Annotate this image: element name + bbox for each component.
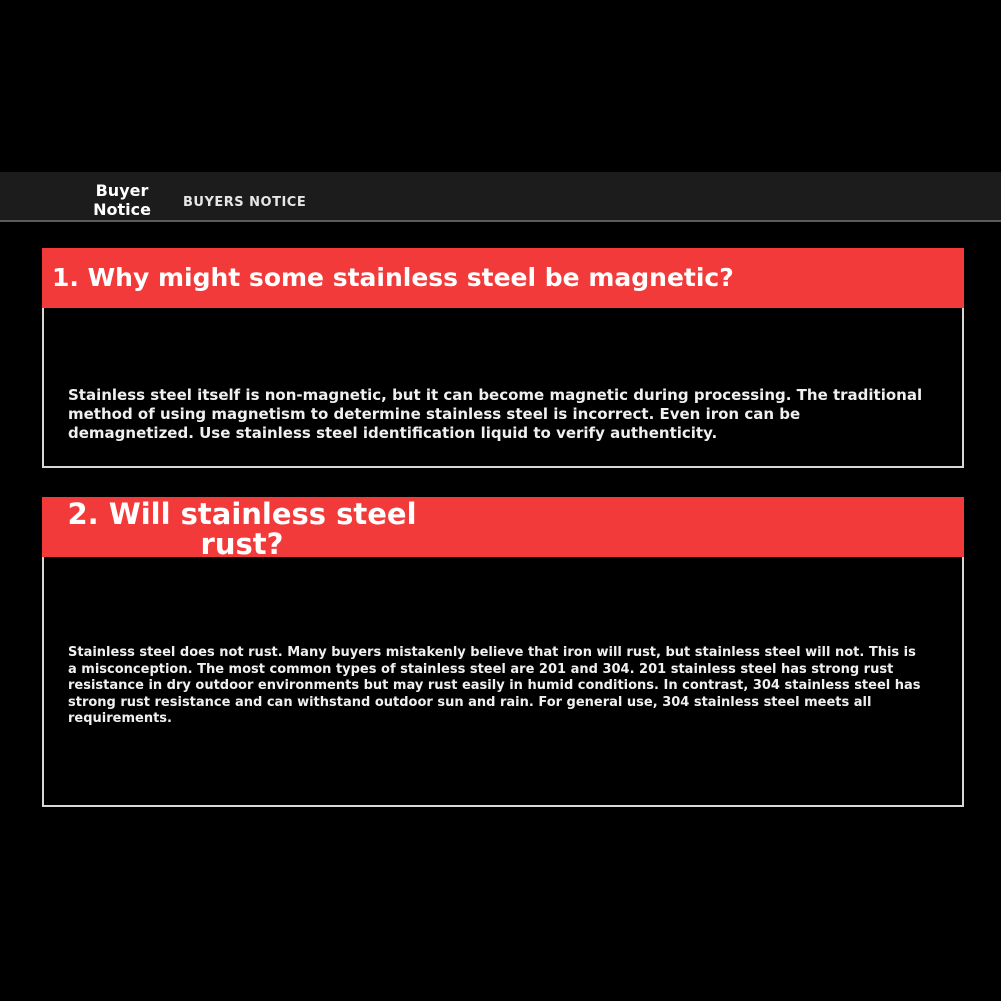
faq-answer-box [42,308,964,468]
faq-question [42,497,964,561]
faq-answer-box [42,557,964,807]
header-title: Buyer Notice [93,181,151,219]
faq-answer: Stainless steel does not rust. Many buyers mistakenly believe that iron will rust, but stainless steel will not. This is a misconception. The most common types of stainless steel are 201 and 304. 201 stainless steel has strong rust resistance in dry outdoor environments but may rust easily in humid conditions. In contrast, 304 stainless steel has strong rust resistance and can withstand outdoor sun and rain. For general use, 304 stainless steel meets all requirements. [68,645,921,726]
faq-question: 1. Why might some stainless steel be magnetic? [42,248,964,308]
header-subtitle: BUYERS NOTICE [183,195,307,210]
header-bar [0,172,1001,222]
faq-item-magnetic [42,248,964,468]
faq-answer: Stainless steel itself is non-magnetic, but it can become magnetic during processing. The traditional method of using magnetism to determine stainless steel is incorrect. Even iron can be demagnetized. Use stainless steel identification liquid to verify authenticity. [68,386,923,442]
faq-item-rust [42,497,964,807]
faq-question-text: 2. Will stainless steel rust? [67,497,417,561]
